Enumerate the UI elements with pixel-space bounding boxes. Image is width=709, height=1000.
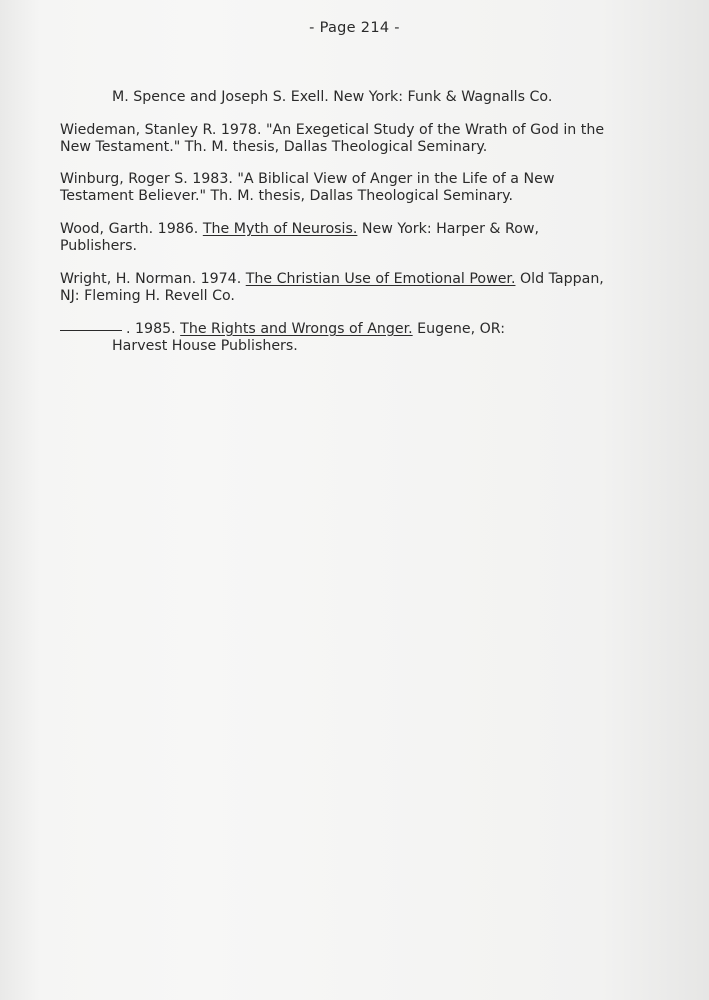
entry-line-1: Winburg, Roger S. 1983. "A Biblical View of Anger in the Life of a New xyxy=(60,171,555,187)
entry-line-2: Publishers. xyxy=(60,238,138,254)
entry-line-2: Harvest House Publishers. xyxy=(112,338,298,354)
page-number: - Page 214 - xyxy=(309,20,400,36)
bibliography-entry-wright-1974: Wright, H. Norman. 1974. The Christian Use of Emotional Power. Old Tappan, NJ: Fleming H. Revell Co. xyxy=(60,271,654,305)
book-title: The Christian Use of Emotional Power. xyxy=(245,271,516,287)
bibliography-entry-wood: Wood, Garth. 1986. The Myth of Neurosis. New York: Harper & Row, Publishers. xyxy=(60,221,654,255)
bibliography-entry-wright-1985: . 1985. The Rights and Wrongs of Anger. Eugene, OR: Harvest House Publishers. xyxy=(60,321,654,355)
entry-line-2: Testament Believer." Th. M. thesis, Dallas Theological Seminary. xyxy=(60,188,514,204)
entry-line-2: NJ: Fleming H. Revell Co. xyxy=(60,288,235,304)
entry-line-2: New Testament." Th. M. thesis, Dallas Theological Seminary. xyxy=(60,139,488,155)
bibliography-entry-continuation: M. Spence and Joseph S. Exell. New York: Funk & Wagnalls Co. xyxy=(112,89,553,105)
repeat-author-rule xyxy=(60,330,122,331)
bibliography-entry-wiedeman xyxy=(60,122,654,156)
book-title: The Myth of Neurosis. xyxy=(202,221,358,237)
book-title: The Rights and Wrongs of Anger. xyxy=(180,321,413,337)
entry-line-1: Wiedeman, Stanley R. 1978. "An Exegetical Study of the Wrath of God in the xyxy=(60,122,605,138)
bibliography-entry-winburg xyxy=(60,171,654,205)
